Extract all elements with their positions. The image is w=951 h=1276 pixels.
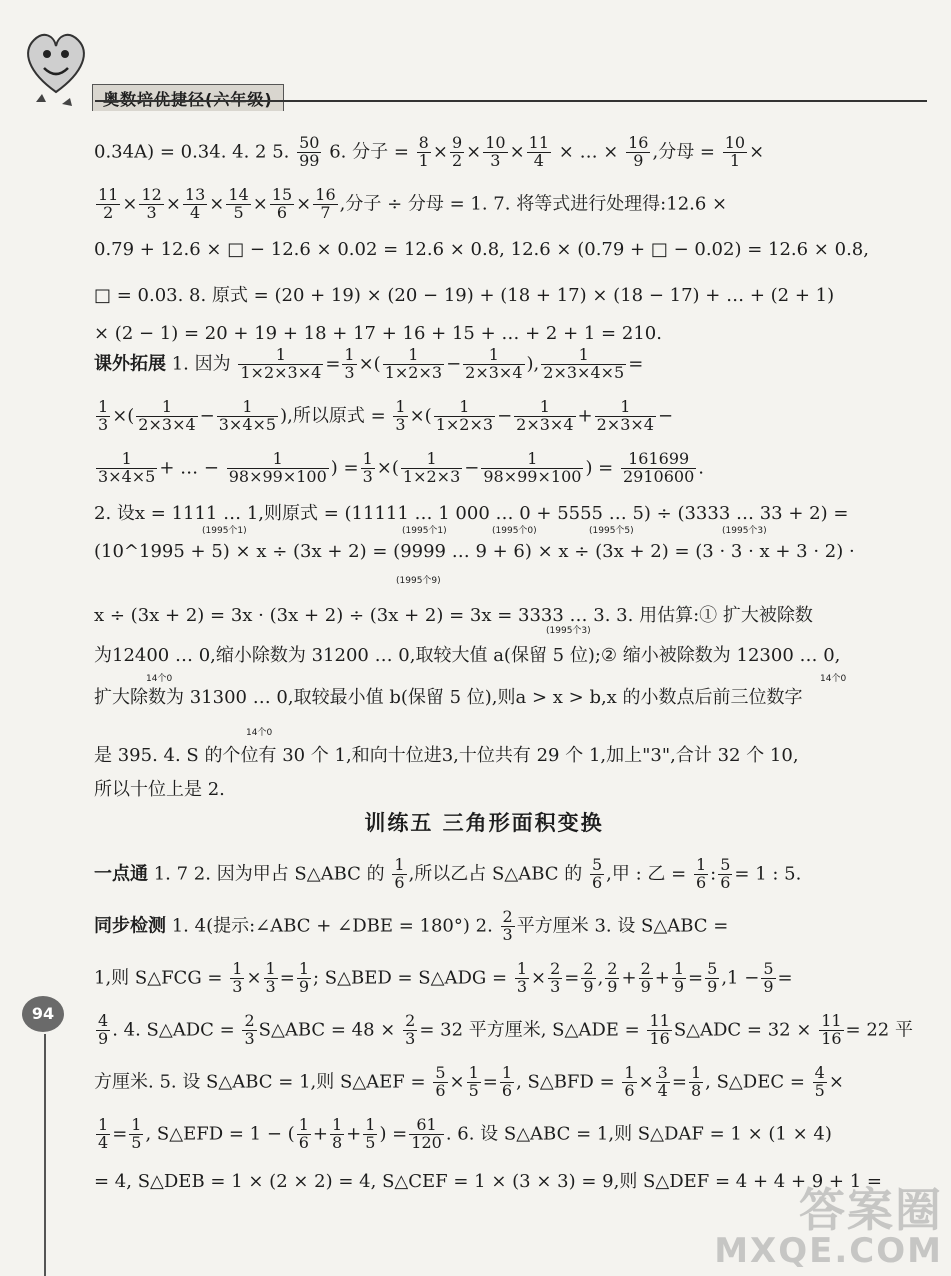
quick-tip-line: 一点通 1. 7 2. 因为甲占 S△ABC 的 $\frac{1}{6}$ ,所以乙占 S△ABC 的 $\frac{5}{6}$ ,甲 : 乙 = $\frac{1}{6}$ : $\frac{5}{6}$ = 1 : 5. [94,855,802,892]
section-title: 训练五 三角形面积变换 [364,811,604,835]
text-run: , S△EFD = 1 − [145,1123,282,1145]
sync-test-line-6: = 4, S△DEB = 1 × (2 × 2) = 4, S△CEF = 1 × (3 × 3) = 9,则 S△DEF = 4 + 4 + 9 + 1 = [94,1171,882,1192]
section-label: 一点通 [94,863,148,885]
text-run: ; S△BED = S△ADG = [313,967,508,989]
brace-label: 14个0 [146,674,173,684]
sync-test-line-4: 方厘米. 5. 设 S△ABC = 1,则 S△AEF = $\frac{5}{6}$ × $\frac{1}{5}$ = $\frac{1}{6}$ , S△BFD = $\frac{1}{6}$ × $\frac{3}{4}$ = $\frac{1}{8}$ , S△DEC = $\frac{4}{5}$ × [94,1063,844,1100]
answer-line-2: $\frac{11}{2}$ × $\frac{12}{3}$ × $\frac{13}{4}$ × $\frac{14}{5}$ × $\frac{15}{6}$ × $\frac{16}{7}$ ,分子 ÷ 分母 = 1. 7. 将等式进行处理得:12.6 × [98,185,728,222]
extension-line-1: 课外拓展 1. 因为 $\frac{1}{1\times 2\times 3\times 4}$ = $\frac{1}{3}$ ×( $\frac{1}{1\times 2\times 3}$ − $\frac{1}{2\times 3\times 4}$ ), $\frac{1}{2\times 3\times 4\times 5}$ = [94,345,644,382]
text-run: ,分母 = [652,141,715,163]
brace-label: 14个0 [246,728,273,738]
brace-label: (1995个1) [402,526,447,536]
fraction: $\frac{10}{1}$ [724,133,746,170]
page-number-badge: 94 [22,996,64,1032]
fraction: $\frac{9}{2}$ [451,133,463,170]
extension-line-3: $\frac{1}{3\times 4\times 5}$ + … − $\frac{1}{98\times 99\times 100}$ ) = $\frac{1}{3}$ ×( $\frac{1}{1\times 2\times 3}$ − $\frac{1}{98\times 99\times 100}$ ) = $\frac{161699}{2910600}$ . [98,449,704,486]
text-run: 4. S△ADC = [123,1019,235,1041]
sync-test-line-2: 1,则 S△FCG = $\frac{1}{3}$ × $\frac{1}{3}$ = $\frac{1}{9}$ ; S△BED = S△ADG = $\frac{1}{3}$ × $\frac{2}{3}$ = $\frac{2}{9}$ , $\frac{2}{9}$ + $\frac{2}{9}$ + $\frac{1}{9}$ = $\frac{5}{9}$ ,1 − $\frac{5}{9}$ = [94,959,793,996]
text-run: 6. 分子 = [329,141,409,163]
text-run: × … × [558,141,619,163]
fraction: $\frac{11}{4}$ [528,133,550,170]
sync-test-line-5: $\frac{1}{4}$ = $\frac{1}{5}$ , S△EFD = 1 − ( $\frac{1}{6}$ + $\frac{1}{8}$ + $\frac{1}{5}$ ) = $\frac{61}{120}$ . 6. 设 S△ABC = 1,则 S△DAF = 1 × (1 × 4) [98,1115,832,1152]
numerator: 161699 [621,451,696,469]
extension-line-9: 是 395. 4. S 的个位有 30 个 1,和向十位进3,十位共有 29 个 1,加上"3",合计 32 个 10, [94,745,799,766]
answer-line-3: 0.79 + 12.6 × □ − 12.6 × 0.02 = 12.6 × 0.8, 12.6 × (0.79 + □ − 0.02) = 12.6 × 0.8, [94,239,869,260]
answer-line-4: □ = 0.03. 8. 原式 = (20 + 19) × (20 − 19) + (18 + 17) × (18 − 17) + … + (2 + 1) [94,285,835,306]
section-label: 课外拓展 [94,353,166,375]
text-run: = 22 平 [845,1019,913,1041]
brace-label: (1995个3) [722,526,767,536]
margin-line [44,1034,46,1276]
text-run: S△ADC = 32 × [673,1019,812,1041]
fraction: $\frac{10}{3}$ [485,133,506,170]
extension-line-6: x ÷ (3x + 2) = 3x · (3x + 2) ÷ (3x + 2) = 3x = 3333 … 3. 3. 用估算:① 扩大被除数 [94,605,813,626]
answer-line-5: × (2 − 1) = 20 + 19 + 18 + 17 + 16 + 15 + … + 2 + 1 = 210. [94,323,662,344]
text-run: 1. 7 2. 因为甲占 S△ABC 的 [153,863,385,885]
text-run: ,所以乙占 S△ABC 的 [408,863,583,885]
text-run: 1. 4(提示:∠ABC + ∠DBE = 180°) 2. [171,915,493,937]
header-rule [95,100,927,102]
extension-line-7: 为12400 … 0,缩小除数为 31200 … 0,取较大值 a(保留 5 位);② 缩小被除数为 12300 … 0, [94,645,841,666]
fraction: $\frac{8}{1}$ [418,133,429,170]
watermark [714,1183,943,1272]
section-label: 同步检测 [94,915,166,937]
sync-test-line-3: $\frac{4}{9}$ . 4. S△ADC = $\frac{2}{3}$ S△ABC = 48 × $\frac{2}{3}$ = 32 平方厘米, S△ADE = $\frac{11}{16}$ S△ADC = 32 × $\frac{11}{16}$ = 22 平 [98,1011,913,1048]
extension-line-5: (10^1995 + 5) × x ÷ (3x + 2) = (9999 … 9 + 6) × x ÷ (3x + 2) = (3 · 3 · x + 3 · 2) · [94,541,855,562]
text-run: , S△BFD = [516,1071,615,1093]
denominator: 99 [299,150,320,170]
sync-test-line-1: 同步检测 1. 4(提示:∠ABC + ∠DBE = 180°) 2. $\frac{2}{3}$ 平方厘米 3. 设 S△ABC = [94,907,729,944]
text-run: + … − [159,457,219,479]
brace-label: (1995个5) [589,526,634,536]
text-run: 0.34A) = 0.34. 4. 2 5. [94,141,290,163]
text-run: ,甲 : 乙 = [606,863,687,885]
book-title-tab [92,84,284,111]
watermark-logo-text: 答案圈 [799,1183,943,1238]
fraction: $\frac{16}{9}$ [628,133,649,170]
text-run: = 1 : 5. [734,863,802,885]
denominator: 2910600 [623,466,695,486]
text-run: = 32 平方厘米, S△ADE = [419,1019,640,1041]
text-run: 1. 因为 [171,353,231,375]
text-run: 方厘米. 5. 设 S△ABC = 1,则 S△AEF = [94,1071,426,1093]
fraction [297,135,321,170]
brace-label: (1995个3) [546,626,591,636]
text-run: 平方厘米 3. 设 S△ABC = [516,915,729,937]
answer-line-1: 0.34A) = 0.34. 4. 2 5. $\frac{50}{99}$ 6. 分子 = $\frac{8}{1}$ × $\frac{9}{2}$ × $\frac{10}{3}$ × $\frac{11}{4}$ × … × $\frac{16}{9}$ ,分母 = $\frac{10}{1}$ × [94,133,765,170]
brace-label: (1995个9) [396,576,441,586]
brace-label: (1995个0) [492,526,537,536]
extension-line-4: 2. 设x = 1111 … 1,则原式 = (11111 … 1 000 … 0 + 5555 … 5) ÷ (3333 … 33 + 2) = [94,503,849,524]
text-run: ,所以原式 = [287,405,386,427]
text-run: ,分子 ÷ 分母 = 1. 7. 将等式进行处理得:12.6 × [339,193,728,215]
watermark-url: MXQE.COM [714,1231,943,1272]
brace-label: (1995个1) [202,526,247,536]
brace-label: 14个0 [820,674,847,684]
text-run: 6. 设 S△ABC = 1,则 S△DAF = 1 × (1 × 4) [457,1123,832,1145]
text-run: , S△DEC = [705,1071,805,1093]
extension-line-8: 扩大除数为 31300 … 0,取较最小值 b(保留 5 位),则a > x > b,x 的小数点后前三位数字 [94,687,803,708]
extension-line-10: 所以十位上是 2. [94,779,225,800]
extension-line-2: $\frac{1}{3}$ ×( $\frac{1}{2\times 3\times 4}$ − $\frac{1}{3\times 4\times 5}$ ),所以原式 = $\frac{1}{3}$ ×( $\frac{1}{1\times 2\times 3}$ − $\frac{1}{2\times 3\times 4}$ + $\frac{1}{2\times 3\times 4}$ − [98,397,674,434]
text-run: 1,则 S△FCG = [94,967,223,989]
heart-mascot-icon [18,22,94,118]
numerator: 50 [299,133,320,152]
text-run: S△ABC = 48 × [258,1019,396,1041]
